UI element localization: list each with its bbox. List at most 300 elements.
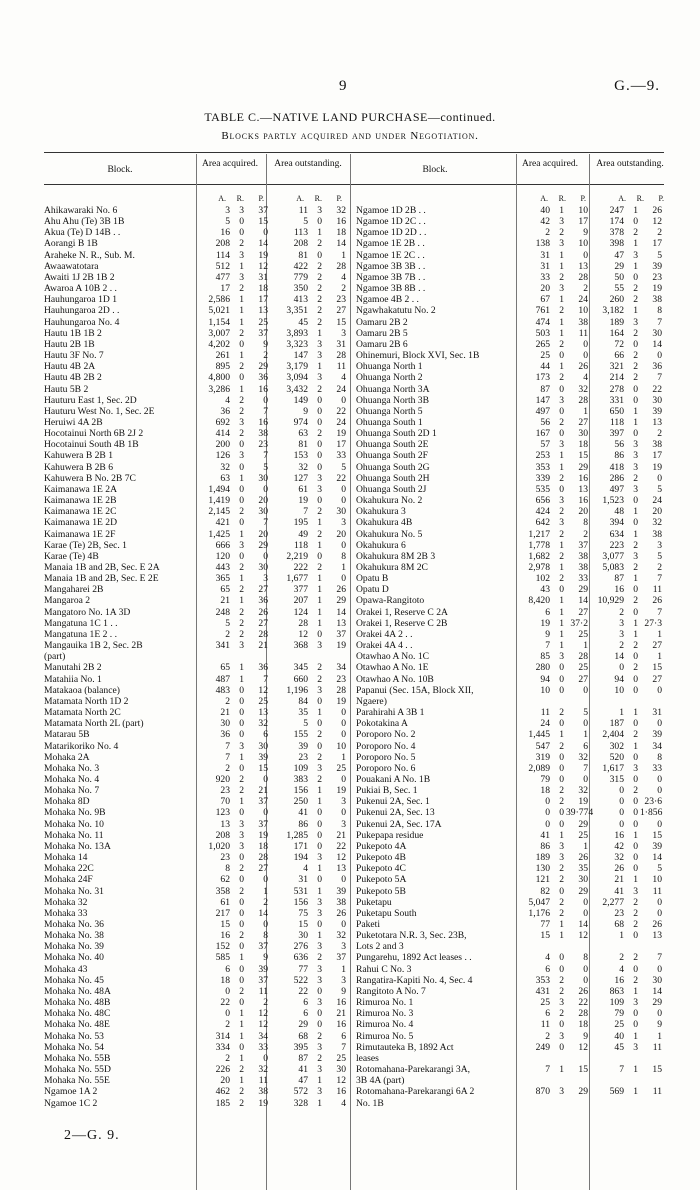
block-name: Heruiwi 4A 2B (44, 416, 103, 428)
area-outstanding-value: 2 (317, 1052, 322, 1064)
area-acquired-value: 920 (215, 773, 230, 785)
table-row (356, 540, 676, 551)
area-outstanding-value: 11 (652, 584, 662, 596)
area-outstanding-value: 1 (619, 707, 624, 719)
table-row (44, 406, 350, 417)
table-row (356, 796, 676, 807)
area-acquired-value: 86 (540, 840, 550, 852)
area-acquired-value: 0 (239, 483, 244, 495)
area-acquired-value: 0 (225, 985, 230, 997)
area-outstanding-value: 26 (652, 205, 662, 216)
area-outstanding-value: 0 (633, 495, 638, 507)
area-outstanding-value: 27 (652, 673, 662, 685)
block-name: Ahu Ahu (Te) 3B 1B (44, 216, 125, 228)
block-name: Mohaka 2A (44, 751, 90, 763)
area-outstanding-value: 19 (298, 495, 308, 507)
area-outstanding-value: 1 (633, 573, 638, 585)
area-outstanding-value: 13 (652, 416, 662, 428)
table-row (356, 417, 676, 428)
area-outstanding-value: 194 (293, 852, 308, 864)
block-name: Pukepoto 4A (356, 840, 407, 852)
block-name: No. 1B (356, 1097, 384, 1109)
area-outstanding-value: 522 (293, 974, 308, 986)
area-acquired-value: 65 (220, 662, 230, 674)
area-acquired-value: 895 (215, 361, 230, 373)
area-outstanding-value: 0 (657, 907, 662, 919)
area-outstanding-value: 63 (298, 428, 308, 440)
table-row (356, 718, 676, 729)
area-outstanding-value: 3 (317, 483, 322, 495)
area-acquired-value: 37 (258, 205, 268, 216)
area-acquired-value: 2 (263, 997, 268, 1009)
table-row (356, 1064, 676, 1075)
block-name: Lots 2 and 3 (356, 941, 404, 953)
area-acquired-value: 23 (220, 852, 230, 864)
area-acquired-value: 0 (559, 751, 564, 763)
area-outstanding-value: 9 (341, 985, 346, 997)
area-acquired-value: 185 (215, 1097, 230, 1109)
area-acquired-value: 341 (215, 640, 230, 652)
area-outstanding-value: 3 (317, 1041, 322, 1053)
block-name: Hocotainui North 6B 2J 2 (44, 428, 144, 440)
area-outstanding-value: 16 (614, 829, 624, 841)
table-row (356, 785, 676, 796)
block-name: Mohaka No. 13A (44, 840, 111, 852)
block-name: Ngawhakatutu No. 2 (356, 305, 436, 317)
area-outstanding-value: 2 (317, 729, 322, 741)
area-acquired-value: 24 (578, 294, 588, 306)
area-acquired-value: 0 (559, 483, 564, 495)
area-outstanding-value: 1 (317, 595, 322, 607)
area-outstanding-value: 1 (633, 506, 638, 518)
area-outstanding-value: 26 (336, 584, 346, 596)
block-name: Poroporo No. 6 (356, 762, 416, 774)
area-acquired-value: 3 (225, 205, 230, 216)
area-acquired-value: 26 (258, 606, 268, 618)
area-outstanding-value: 1 (317, 1097, 322, 1109)
area-outstanding-value: 24 (336, 383, 346, 395)
area-acquired-value: 1,154 (208, 316, 230, 328)
table-row (44, 852, 350, 863)
block-name: Opawa-Rangitoto (356, 595, 425, 607)
area-outstanding-value: 3,179 (286, 361, 308, 373)
area-acquired-value: 30 (578, 428, 588, 440)
area-outstanding-value: 331 (609, 394, 624, 406)
block-name: leases (356, 1052, 379, 1064)
area-acquired-value: 21 (258, 785, 268, 797)
block-name: Ngamoe 3B 8B . . (356, 283, 426, 295)
area-acquired-value: 1 (559, 327, 564, 339)
area-acquired-value: 16 (220, 227, 230, 239)
page-footer: 2—G. 9. (64, 1128, 120, 1143)
area-outstanding-value: 2 (317, 294, 322, 306)
area-outstanding-value: 2 (317, 383, 322, 395)
area-outstanding-value: 30 (652, 394, 662, 406)
block-name: Ohuanga South 2J (356, 483, 427, 495)
block-name: Kaimanawa 1E 2D (44, 517, 117, 529)
area-acquired-value: 0 (263, 807, 268, 819)
block-name: Okahukura No. 2 (356, 495, 423, 507)
area-acquired-value: 152 (215, 941, 230, 953)
area-acquired-value: 1,020 (208, 840, 230, 852)
area-outstanding-value: 1,617 (602, 762, 624, 774)
block-name: Rimuroa No. 1 (356, 997, 414, 1009)
area-acquired-value: 1 (239, 472, 244, 484)
area-acquired-value: 3 (239, 818, 244, 830)
area-acquired-value: 65 (220, 584, 230, 596)
block-name: Mohaka 32 (44, 896, 88, 908)
area-acquired-value: 1 (239, 528, 244, 540)
area-outstanding-value: 187 (609, 718, 624, 730)
area-outstanding-value: 3 (317, 997, 322, 1009)
area-outstanding-value: 0 (317, 439, 322, 451)
area-outstanding-value: 17 (652, 450, 662, 462)
block-name: Ohuanga North 3A (356, 383, 430, 395)
area-outstanding-value: 11 (652, 885, 662, 897)
area-outstanding-value: 0 (633, 684, 638, 696)
area-acquired-value: 0 (559, 662, 564, 674)
area-outstanding-value: 6 (303, 1008, 308, 1020)
area-acquired-value: 431 (535, 985, 550, 997)
block-name: Kaimanawa 1E 2F (44, 528, 116, 540)
table-row (44, 718, 350, 729)
area-outstanding-value: 0 (317, 249, 322, 261)
area-acquired-value: 39 (258, 751, 268, 763)
area-outstanding-value: 3 (341, 327, 346, 339)
area-outstanding-value: 23 (336, 294, 346, 306)
area-acquired-value: 4,800 (208, 372, 230, 384)
area-outstanding-value: 0 (657, 1008, 662, 1020)
area-outstanding-value: 3,351 (286, 305, 308, 317)
area-outstanding-value: 45 (298, 316, 308, 328)
area-outstanding-value: 4 (341, 372, 346, 384)
area-outstanding-value: 1 (317, 584, 322, 596)
area-acquired-value: 2 (239, 863, 244, 875)
area-outstanding-value: 2 (633, 896, 638, 908)
block-name: Puketapu (356, 896, 392, 908)
table-row (44, 763, 350, 774)
block-name: Ohuanga South 2E (356, 439, 429, 451)
area-outstanding-value: 636 (293, 952, 308, 964)
area-acquired-value: 2 (583, 528, 588, 540)
area-outstanding-value: 0 (317, 495, 322, 507)
area-outstanding-value: 6 (341, 1030, 346, 1042)
block-name: Araheke N. R., Sub. M. (44, 249, 135, 261)
area-acquired-value: 13 (220, 818, 230, 830)
table-row (44, 651, 350, 662)
area-acquired-value: 19 (578, 796, 588, 808)
area-acquired-value: 2 (559, 985, 564, 997)
area-outstanding-value: 0 (633, 930, 638, 942)
area-acquired-value: 32 (258, 1064, 268, 1076)
table-row (44, 1042, 350, 1053)
area-outstanding-value: 0 (657, 718, 662, 730)
area-acquired-value: 30 (220, 718, 230, 730)
area-acquired-value: 0 (583, 974, 588, 986)
area-acquired-value: 4 (225, 394, 230, 406)
area-outstanding-value: 0 (619, 785, 624, 797)
area-acquired-value: 35 (578, 863, 588, 875)
area-outstanding-value: 1 (341, 249, 346, 261)
block-name: Karae (Te) 4B (44, 550, 99, 562)
area-outstanding-value: 27 (652, 640, 662, 652)
area-outstanding-value: 0 (341, 807, 346, 819)
area-acquired-value: 0 (239, 372, 244, 384)
area-acquired-value: 22 (220, 997, 230, 1009)
area-outstanding-value: 0 (317, 718, 322, 730)
area-outstanding-value: 1 (317, 517, 322, 529)
area-outstanding-value: 8 (341, 550, 346, 562)
block-name: Ngamoe 1E 2C . . (356, 249, 425, 261)
block-name: Manaia 1B and 2B, Sec. E 2A (44, 562, 160, 573)
block-name: Mohaka No. 7 (44, 785, 100, 797)
area-acquired-value: 61 (220, 896, 230, 908)
area-acquired-value: 0 (263, 919, 268, 930)
block-name: Oamaru 2B 2 (356, 316, 408, 328)
table-row (44, 964, 350, 975)
area-outstanding-value: 1 (633, 260, 638, 272)
area-acquired-value: 3 (239, 416, 244, 428)
block-name: Okahukura No. 5 (356, 528, 423, 540)
area-outstanding-value: 0 (341, 718, 346, 730)
table-row (356, 629, 676, 640)
block-name: Pukiai B, Sec. 1 (356, 785, 418, 797)
area-acquired-value: 314 (215, 1030, 230, 1042)
area-outstanding-value: 5 (657, 249, 662, 261)
area-acquired-value: 3 (239, 271, 244, 283)
area-acquired-value: 37 (258, 818, 268, 830)
area-outstanding-value: 7 (303, 506, 308, 518)
area-outstanding-value: 15 (298, 919, 308, 930)
area-acquired-value: 1 (239, 260, 244, 272)
area-outstanding-value: 7 (657, 606, 662, 618)
area-outstanding-value: 14 (652, 852, 662, 864)
area-outstanding-value: 41 (298, 1064, 308, 1076)
table-row (356, 584, 676, 595)
area-outstanding-value: 0 (633, 1008, 638, 1020)
block-name: Mohaka 22C (44, 863, 94, 875)
area-acquired-value: 3 (559, 216, 564, 228)
area-acquired-value: 37·2 (570, 617, 588, 629)
area-acquired-value: 28 (578, 271, 588, 283)
area-acquired-value: 2 (559, 573, 564, 585)
block-name: Kaimanawa 1E 2A (44, 483, 117, 495)
area-outstanding-value: 531 (293, 885, 308, 897)
area-outstanding-value: 3 (633, 885, 638, 897)
area-acquired-value: 70 (220, 796, 230, 808)
area-acquired-value: 8 (225, 863, 230, 875)
table-row (44, 339, 350, 350)
area-acquired-value: 102 (535, 573, 550, 585)
area-acquired-value: 2 (239, 985, 244, 997)
area-acquired-value: 3 (559, 283, 564, 295)
area-outstanding-value: 1 (317, 863, 322, 875)
area-acquired-value: 7 (263, 450, 268, 462)
area-acquired-value: 3,286 (208, 383, 230, 395)
area-acquired-value: 249 (535, 1041, 550, 1053)
table-row (356, 707, 676, 718)
area-acquired-value: 0 (239, 517, 244, 529)
area-outstanding-value: 2 (317, 305, 322, 317)
block-name: Pukepoto 5A (356, 874, 407, 886)
area-acquired-value: 0 (263, 227, 268, 239)
area-acquired-value: 280 (535, 662, 550, 674)
area-acquired-value: 2 (239, 773, 244, 785)
area-acquired-value: 94 (540, 673, 550, 685)
area-outstanding-value: 2 (317, 773, 322, 785)
area-acquired-value: 11 (578, 327, 588, 339)
area-outstanding-value: 395 (293, 1041, 308, 1053)
area-acquired-value: 2 (239, 327, 244, 339)
area-acquired-value: 10 (540, 684, 550, 696)
table-row (356, 294, 676, 305)
area-outstanding-value: 5 (657, 483, 662, 495)
area-outstanding-value: 20 (336, 528, 346, 540)
area-outstanding-value: 1 (633, 416, 638, 428)
area-acquired-value: 0 (239, 216, 244, 228)
area-outstanding-value: 3 (317, 472, 322, 484)
area-acquired-value: 0 (239, 852, 244, 864)
table-row (356, 473, 676, 484)
table-row (44, 540, 350, 551)
area-outstanding-value: 1 (619, 930, 624, 942)
area-outstanding-value: 39 (652, 840, 662, 852)
area-outstanding-value: 3 (317, 963, 322, 975)
area-acquired-value: 126 (215, 450, 230, 462)
block-name: Pukenui 2A, Sec. 1 (356, 796, 430, 808)
block-name: Mangaroa 2 (44, 595, 91, 607)
area-outstanding-value: 23 (652, 271, 662, 283)
unit-perches: P. (580, 194, 586, 203)
area-outstanding-value: 28 (298, 617, 308, 629)
area-acquired-value: 1 (239, 1030, 244, 1042)
area-outstanding-value: 0 (657, 818, 662, 830)
table-row (356, 1019, 676, 1030)
area-acquired-value: 0 (545, 796, 550, 808)
table-row (356, 1075, 676, 1086)
table-row (44, 428, 350, 439)
area-acquired-value: 3 (239, 640, 244, 652)
area-acquired-value: 3 (239, 740, 244, 752)
area-outstanding-value: 23·6 (644, 796, 662, 808)
area-outstanding-value: 2 (317, 506, 322, 518)
area-acquired-value: 1 (559, 617, 564, 629)
area-acquired-value: 14 (578, 595, 588, 607)
area-acquired-value: 248 (215, 606, 230, 618)
area-outstanding-value: 0 (317, 695, 322, 707)
area-outstanding-value: 68 (298, 1030, 308, 1042)
area-acquired-value: 38 (578, 316, 588, 328)
table-row (44, 584, 350, 595)
table-row (44, 919, 350, 930)
area-outstanding-value: 16 (336, 1086, 346, 1098)
table-row (44, 361, 350, 372)
area-acquired-value: 1 (583, 640, 588, 652)
area-acquired-value: 114 (215, 249, 230, 261)
area-outstanding-value: 39 (652, 260, 662, 272)
block-name: Mangatuna 1C 1 . . (44, 617, 118, 629)
area-acquired-value: 487 (215, 673, 230, 685)
block-name: Akua (Te) D 14B . . (44, 227, 121, 239)
block-name: Matamata North 2C (44, 707, 121, 719)
area-outstanding-value: 1 (633, 874, 638, 886)
area-outstanding-value: 19 (336, 785, 346, 797)
area-acquired-value: 30 (578, 874, 588, 886)
area-outstanding-value: 81 (298, 249, 308, 261)
block-name: Ohuanga North 1 (356, 361, 423, 373)
area-outstanding-value: 2 (317, 316, 322, 328)
area-acquired-value: 7 (263, 673, 268, 685)
right-table-column (356, 205, 676, 1109)
area-outstanding-value: 2 (633, 907, 638, 919)
table-row (356, 774, 676, 785)
area-acquired-value: 9 (263, 952, 268, 964)
area-acquired-header: Area acquired. (202, 159, 258, 169)
area-outstanding-value: 2 (657, 428, 662, 440)
area-outstanding-value: 0 (341, 573, 346, 585)
table-row (44, 305, 350, 316)
area-outstanding-value: 2 (633, 327, 638, 339)
area-outstanding-value: 0 (633, 517, 638, 529)
area-outstanding-value: 86 (614, 450, 624, 462)
area-acquired-value: 16 (258, 383, 268, 395)
area-outstanding-value: 81 (298, 439, 308, 451)
area-outstanding-value: 31 (652, 707, 662, 719)
area-acquired-value: 5 (225, 216, 230, 228)
block-name: Kahuwera B 2B 1 (44, 450, 114, 462)
area-outstanding-value: 2 (633, 283, 638, 295)
area-outstanding-value: 422 (293, 260, 308, 272)
area-acquired-value: 8 (583, 952, 588, 964)
unit-acres: A. (218, 194, 226, 203)
block-name: Karae (Te) 2B, Sec. 1 (44, 539, 127, 551)
area-acquired-value: 27 (258, 617, 268, 629)
block-name: Opatu D (356, 584, 389, 596)
table-row (356, 350, 676, 361)
table-row (44, 495, 350, 506)
area-acquired-value: 0 (239, 907, 244, 919)
area-outstanding-value: 61 (298, 483, 308, 495)
table-row (44, 807, 350, 818)
area-acquired-value: 1 (239, 305, 244, 317)
area-outstanding-value: 30 (336, 506, 346, 518)
area-outstanding-value: 15 (336, 316, 346, 328)
area-outstanding-value: 779 (293, 271, 308, 283)
area-outstanding-value: 38 (652, 439, 662, 451)
area-outstanding-value: 5,083 (602, 562, 624, 573)
table-row (356, 595, 676, 606)
block-name: Otawhao A No. 10B (356, 673, 434, 685)
block-name: Mangatuna 1E 2 . . (44, 628, 118, 640)
area-acquired-value: 2 (239, 885, 244, 897)
area-outstanding-value: 156 (293, 896, 308, 908)
area-acquired-value: 147 (535, 394, 550, 406)
block-name: Mohaka 24F (44, 874, 93, 886)
area-acquired-value: 3 (559, 651, 564, 663)
area-outstanding-value: 1 (633, 528, 638, 540)
area-acquired-value: 365 (215, 573, 230, 585)
area-acquired-value: 6 (545, 606, 550, 618)
block-name: Hautu 1B 1B 2 (44, 327, 102, 339)
area-outstanding-value: 12 (298, 628, 308, 640)
area-acquired-value: 19 (258, 1097, 268, 1109)
area-outstanding-value: 0 (317, 216, 322, 228)
area-outstanding-value: 1 (317, 227, 322, 239)
area-outstanding-value: 118 (293, 539, 308, 551)
area-outstanding-value: 42 (614, 840, 624, 852)
area-outstanding-value: 39 (652, 729, 662, 741)
area-outstanding-value: 29 (336, 595, 346, 607)
